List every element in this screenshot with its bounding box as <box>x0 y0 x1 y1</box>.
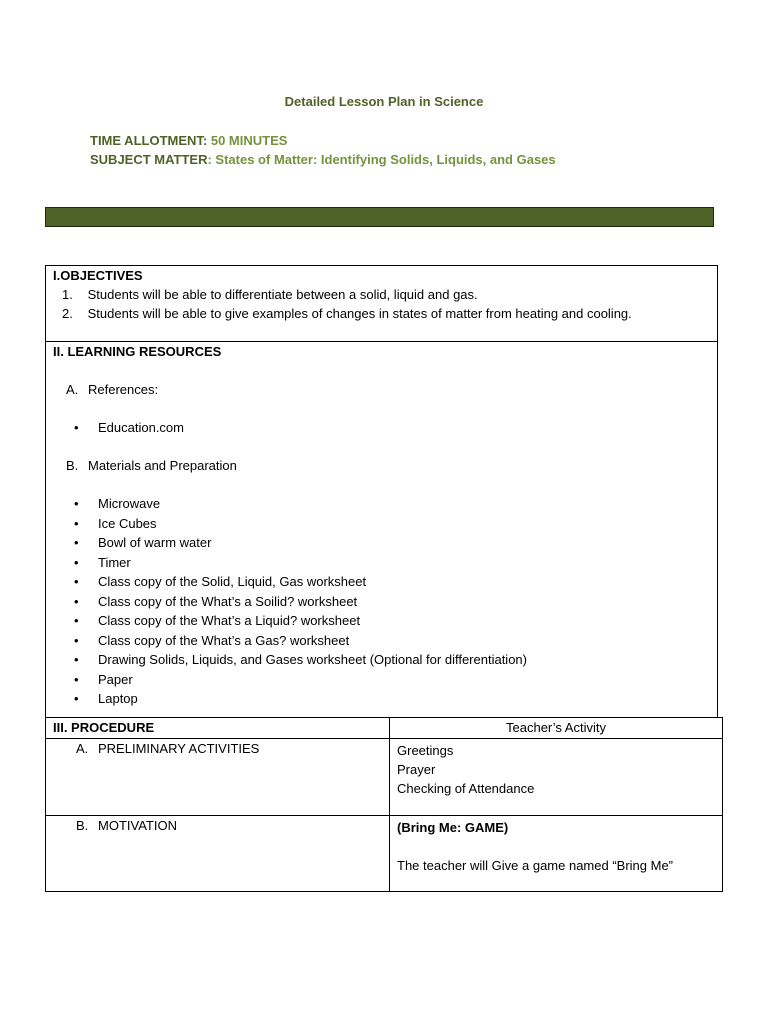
learning-resources-section <box>45 341 718 718</box>
learning-resources-heading: II. LEARNING RESOURCES <box>53 344 222 359</box>
material-item <box>74 633 349 648</box>
reference-item <box>74 420 184 435</box>
game-title: (Bring Me: GAME) <box>397 820 509 835</box>
subject-matter-value: : States of Matter: Identifying Solids, Liquids, and Gases <box>207 152 556 167</box>
material-text: Paper <box>98 672 133 687</box>
material-item <box>74 555 131 570</box>
game-description: The teacher will Give a game named “Bring Me” <box>397 858 674 873</box>
time-allotment <box>90 133 287 148</box>
activity-line: Prayer <box>397 762 436 777</box>
step-label: PRELIMINARY ACTIVITIES <box>98 741 260 756</box>
objective-item <box>62 306 632 321</box>
references-marker: A. <box>66 382 79 397</box>
material-text: Class copy of the What’s a Soilid? worksheet <box>98 594 358 609</box>
teacher-activity-cell <box>390 739 723 816</box>
material-text: Laptop <box>98 691 138 706</box>
bullet-icon: • <box>74 420 79 435</box>
procedure-heading-cell <box>46 718 390 739</box>
bullet-icon: • <box>74 555 79 570</box>
material-text: Timer <box>98 555 131 570</box>
procedure-heading: III. PROCEDURE <box>53 720 155 735</box>
activity-line: Checking of Attendance <box>397 781 535 796</box>
procedure-step-cell <box>46 816 390 892</box>
procedure-step-cell <box>46 739 390 816</box>
material-text: Bowl of warm water <box>98 535 212 550</box>
references-heading <box>66 382 158 397</box>
procedure-step <box>53 818 177 833</box>
teacher-activity-cell <box>390 816 723 892</box>
bullet-icon: • <box>74 691 79 706</box>
material-item <box>74 516 157 531</box>
material-item <box>74 652 527 667</box>
subject-matter-label: SUBJECT MATTER <box>90 152 208 167</box>
materials-heading <box>66 458 237 473</box>
material-item <box>74 691 138 706</box>
material-text: Drawing Solids, Liquids, and Gases worksheet (Optional for differentiation) <box>98 652 527 667</box>
material-item <box>74 535 211 550</box>
step-marker: B. <box>76 818 89 833</box>
objectives-section <box>45 265 718 342</box>
bullet-icon: • <box>74 516 79 531</box>
objective-text: Students will be able to differentiate between a solid, liquid and gas. <box>87 287 478 302</box>
bullet-icon: • <box>74 594 79 609</box>
objective-item <box>62 287 478 302</box>
bullet-icon: • <box>74 535 79 550</box>
teacher-activity-heading: Teacher’s Activity <box>390 718 723 739</box>
procedure-table <box>45 717 723 892</box>
material-item <box>74 594 357 609</box>
green-divider-bar <box>45 207 714 227</box>
procedure-step <box>53 741 259 756</box>
reference-text: Education.com <box>98 420 184 435</box>
table-row <box>46 718 723 739</box>
material-item <box>74 496 160 511</box>
objective-text: Students will be able to give examples of changes in states of matter from heating and cooling. <box>87 306 632 321</box>
material-text: Class copy of the Solid, Liquid, Gas worksheet <box>98 574 367 589</box>
materials-label: Materials and Preparation <box>88 458 237 473</box>
bullet-icon: • <box>74 574 79 589</box>
table-row <box>46 816 723 892</box>
step-marker: A. <box>76 741 89 756</box>
document-title: Detailed Lesson Plan in Science <box>284 94 484 109</box>
time-allotment-value: 50 MINUTES <box>210 133 288 148</box>
material-text: Class copy of the What’s a Gas? worksheet <box>98 633 350 648</box>
bullet-icon: • <box>74 652 79 667</box>
objective-number: 2. <box>62 306 73 321</box>
activity-line: Greetings <box>397 743 454 758</box>
objectives-heading: I.OBJECTIVES <box>53 268 143 283</box>
time-allotment-label: TIME ALLOTMENT: <box>90 133 208 148</box>
subject-matter <box>90 152 556 167</box>
bullet-icon: • <box>74 613 79 628</box>
material-text: Ice Cubes <box>98 516 157 531</box>
material-text: Class copy of the What’s a Liquid? worksheet <box>98 613 361 628</box>
references-label: References: <box>88 382 159 397</box>
material-text: Microwave <box>98 496 161 511</box>
step-label: MOTIVATION <box>98 818 177 833</box>
table-row <box>46 739 723 816</box>
bullet-icon: • <box>74 496 79 511</box>
materials-marker: B. <box>66 458 79 473</box>
bullet-icon: • <box>74 672 79 687</box>
objective-number: 1. <box>62 287 73 302</box>
material-item <box>74 613 360 628</box>
material-item <box>74 574 366 589</box>
bullet-icon: • <box>74 633 79 648</box>
material-item <box>74 672 133 687</box>
